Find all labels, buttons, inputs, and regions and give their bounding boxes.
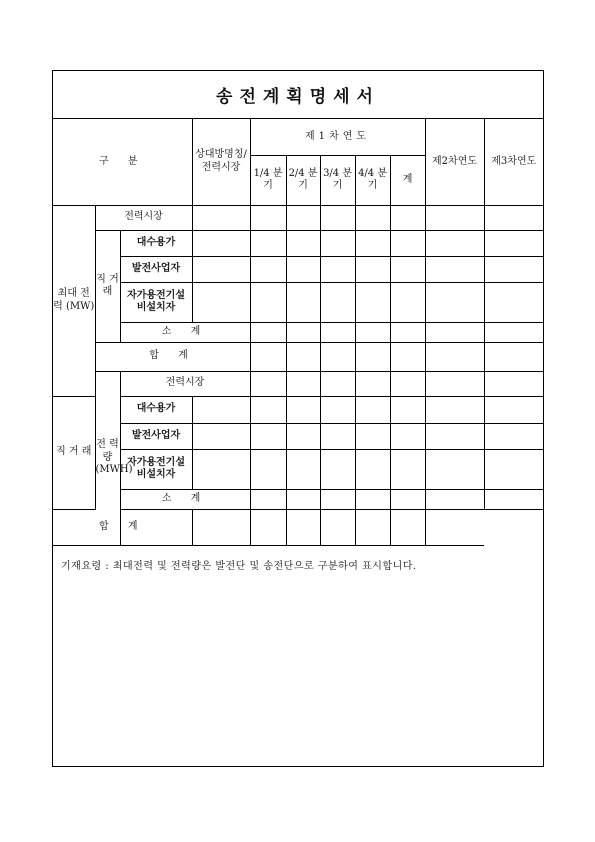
- cell[interactable]: [425, 342, 484, 371]
- year2-header: 제2차연도: [425, 119, 484, 205]
- section-label-energy: 전 력 량 (MWH): [95, 371, 120, 545]
- table-row: [53, 396, 543, 423]
- cell[interactable]: [320, 230, 355, 256]
- cell[interactable]: [484, 256, 543, 282]
- cell[interactable]: [250, 256, 286, 282]
- sum-label: 합 계: [53, 509, 192, 545]
- transmission-plan-table: [53, 119, 543, 546]
- row-label: 전력시장: [120, 371, 250, 396]
- row-label: 자가용전기설비설치자: [120, 282, 192, 322]
- cell[interactable]: [425, 322, 484, 342]
- q2-header: 2/4 분기: [286, 155, 320, 205]
- cell[interactable]: [390, 230, 425, 256]
- cell[interactable]: [484, 205, 543, 230]
- cell[interactable]: [484, 322, 543, 342]
- cell[interactable]: [286, 489, 320, 509]
- cell[interactable]: [286, 322, 320, 342]
- cell[interactable]: [355, 396, 390, 423]
- cell[interactable]: [250, 342, 286, 371]
- cell[interactable]: [320, 322, 355, 342]
- cell[interactable]: [250, 205, 286, 230]
- table-row: [53, 230, 543, 256]
- cell[interactable]: [425, 256, 484, 282]
- cell[interactable]: [250, 509, 286, 545]
- row-label: 발전사업자: [120, 423, 192, 449]
- quarter-total-header: 계: [390, 155, 425, 205]
- cell[interactable]: [286, 230, 320, 256]
- cell[interactable]: [355, 449, 390, 489]
- cell[interactable]: [425, 423, 484, 449]
- row-label: 대수용가: [120, 396, 192, 423]
- row-label: 자가용전기설비설치자: [120, 449, 192, 489]
- cell[interactable]: [390, 449, 425, 489]
- cell[interactable]: [192, 230, 250, 256]
- cell[interactable]: [320, 371, 355, 396]
- cell[interactable]: [355, 342, 390, 371]
- table-row: [53, 205, 543, 230]
- table-row: [53, 423, 543, 449]
- cell[interactable]: [484, 230, 543, 256]
- cell[interactable]: [425, 449, 484, 489]
- cell[interactable]: [390, 282, 425, 322]
- sum-label: 합 계: [95, 342, 250, 371]
- instruction-note: 기재요령 : 최대전력 및 전력량은 발전단 및 송전단으로 구분하여 표시합니다.: [61, 561, 417, 572]
- cell[interactable]: [192, 449, 250, 489]
- cell[interactable]: [250, 449, 286, 489]
- counterparty-header: 상대방명칭/전력시장: [192, 119, 250, 205]
- cell[interactable]: [250, 371, 286, 396]
- cell[interactable]: [390, 489, 425, 509]
- cell[interactable]: [425, 396, 484, 423]
- direct-trade-label: 직 거 래: [95, 230, 120, 342]
- cell[interactable]: [390, 342, 425, 371]
- title-row: [53, 71, 543, 119]
- cell[interactable]: [425, 230, 484, 256]
- cell[interactable]: [192, 423, 250, 449]
- cell[interactable]: [425, 282, 484, 322]
- row-label: 대수용가: [120, 230, 192, 256]
- cell[interactable]: [390, 371, 425, 396]
- cell[interactable]: [425, 509, 484, 545]
- table-row: [53, 256, 543, 282]
- cell[interactable]: [355, 423, 390, 449]
- row-label: 전력시장: [95, 205, 192, 230]
- cell[interactable]: [484, 371, 543, 396]
- cell[interactable]: [355, 322, 390, 342]
- cell[interactable]: [484, 489, 543, 509]
- category-header: 구 분: [53, 119, 192, 205]
- cell[interactable]: [192, 282, 250, 322]
- cell[interactable]: [390, 396, 425, 423]
- cell[interactable]: [192, 509, 250, 545]
- cell[interactable]: [425, 371, 484, 396]
- cell[interactable]: [425, 489, 484, 509]
- cell[interactable]: [484, 449, 543, 489]
- cell[interactable]: [320, 489, 355, 509]
- cell[interactable]: [286, 371, 320, 396]
- cell[interactable]: [192, 256, 250, 282]
- subtotal-label: 소 계: [120, 322, 250, 342]
- cell[interactable]: [355, 371, 390, 396]
- cell[interactable]: [286, 396, 320, 423]
- cell[interactable]: [250, 322, 286, 342]
- cell[interactable]: [320, 423, 355, 449]
- cell[interactable]: [355, 509, 390, 545]
- cell[interactable]: [390, 256, 425, 282]
- section-label-peak: 최대 전력 (MW): [53, 205, 95, 396]
- cell[interactable]: [390, 322, 425, 342]
- cell[interactable]: [320, 282, 355, 322]
- cell[interactable]: [320, 342, 355, 371]
- cell[interactable]: [250, 489, 286, 509]
- subtotal-label: 소 계: [120, 489, 250, 509]
- cell[interactable]: [250, 423, 286, 449]
- cell[interactable]: [286, 423, 320, 449]
- form-title: 송전계획명세서: [216, 87, 380, 107]
- cell[interactable]: [320, 256, 355, 282]
- cell[interactable]: [250, 282, 286, 322]
- cell[interactable]: [390, 509, 425, 545]
- cell[interactable]: [355, 230, 390, 256]
- cell[interactable]: [286, 342, 320, 371]
- cell[interactable]: [355, 205, 390, 230]
- direct-trade-label: 직 거 래: [53, 396, 95, 509]
- cell[interactable]: [425, 205, 484, 230]
- cell[interactable]: [286, 509, 320, 545]
- cell[interactable]: [250, 396, 286, 423]
- year1-header: 제1차연도: [250, 119, 425, 155]
- cell[interactable]: [320, 396, 355, 423]
- cell[interactable]: [192, 396, 250, 423]
- q1-header: 1/4 분기: [250, 155, 286, 205]
- cell[interactable]: [320, 205, 355, 230]
- cell[interactable]: [286, 282, 320, 322]
- row-label: 발전사업자: [120, 256, 192, 282]
- cell[interactable]: [484, 342, 543, 371]
- cell[interactable]: [286, 256, 320, 282]
- cell[interactable]: [286, 205, 320, 230]
- table-row: [53, 342, 543, 371]
- cell[interactable]: [484, 282, 543, 322]
- cell[interactable]: [484, 423, 543, 449]
- cell[interactable]: [390, 205, 425, 230]
- table-row: [53, 371, 543, 396]
- form-frame: [52, 70, 544, 767]
- table-row: [53, 489, 543, 509]
- cell[interactable]: [250, 230, 286, 256]
- table-row: [53, 322, 543, 342]
- cell[interactable]: [355, 282, 390, 322]
- cell[interactable]: [286, 449, 320, 489]
- q4-header: 4/4 분기: [355, 155, 390, 205]
- cell[interactable]: [355, 489, 390, 509]
- cell[interactable]: [192, 205, 250, 230]
- cell[interactable]: [320, 449, 355, 489]
- cell[interactable]: [355, 256, 390, 282]
- table-row: [53, 509, 543, 545]
- q3-header: 3/4 분기: [320, 155, 355, 205]
- year3-header: 제3차연도: [484, 119, 543, 205]
- cell[interactable]: [484, 396, 543, 423]
- table-row: [53, 282, 543, 322]
- cell[interactable]: [390, 423, 425, 449]
- cell[interactable]: [320, 509, 355, 545]
